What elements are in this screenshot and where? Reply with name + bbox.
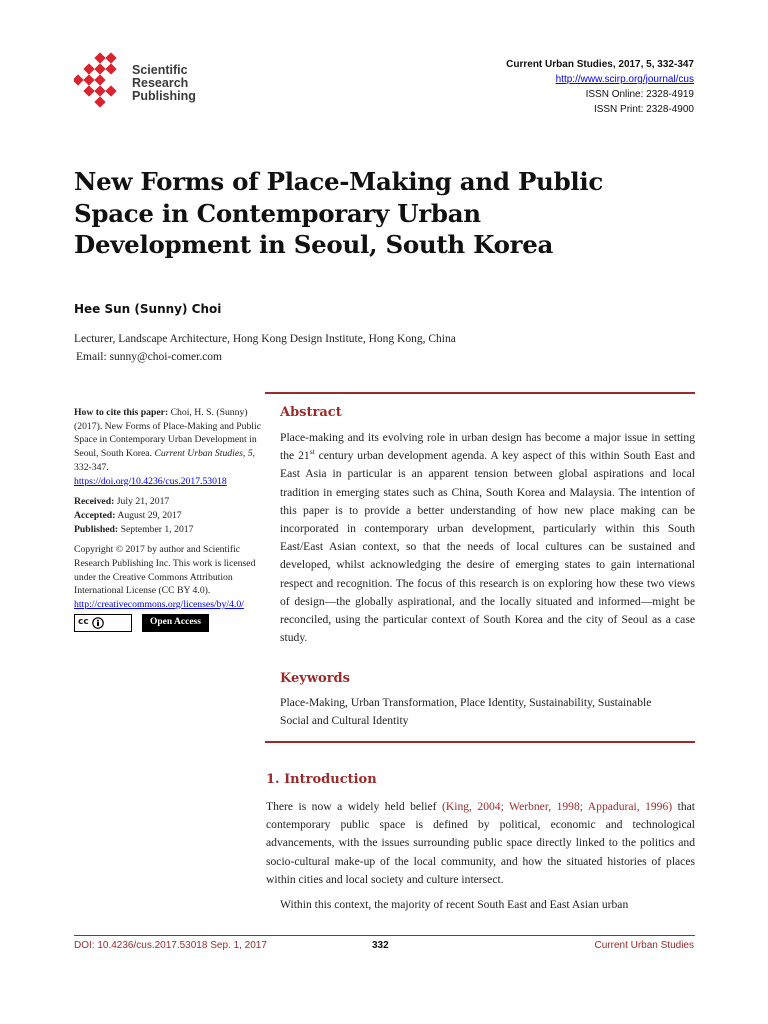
abstract-text-part1: Place-making and its evolving role in urban design has become a major issue in setting the 21	[280, 431, 695, 463]
intro-p1-rest: that contemporary public space is defined by political, economic and technological advancements, with the issues surrounding public space directly linked to the politics and socio-cultural make-up of the local community, and how the situated histories of places within cities and local society and culture intersect.	[266, 800, 695, 886]
cite-journal: Current Urban Studies, 5,	[154, 448, 256, 460]
cc-by-badge[interactable]	[74, 614, 132, 632]
cite-pages: 332-347.	[74, 461, 109, 473]
journal-info	[506, 57, 694, 117]
keywords-text: Place-Making, Urban Transformation, Place Identity, Sustainability, Sustainable Social and Cultural Identity	[280, 696, 652, 728]
abstract-bottom-rule	[265, 741, 695, 743]
license-badges	[74, 614, 264, 632]
article-title: New Forms of Place-Making and Public Space in Contemporary Urban Development in Seoul, South Korea	[74, 167, 604, 259]
attribution-icon	[92, 617, 104, 629]
footer-journal-name: Current Urban Studies	[594, 940, 694, 951]
cite-text: Choi, H. S. (Sunny) (2017). New Forms of Place-Making and Public Space in Contemporary Urban Development in Seoul, South Korea.	[74, 407, 261, 460]
abstract-text-part2: century urban development agenda. A key aspect of this within South East and East Asia in particular is an apparent tension between global aspirations and local tradition in emerging states such as China, South Korea and Malaysia. The intention of this paper is to provide a better understanding of how new place making can be incorporated in contemporary urban development, particularly within this South East/East Asian context, so that the needs of local cultures can be sustained and developed, whilst acknowledging the desire of emerging states to gain international respect and recognition. The focus of this research is on exploring how these two views of design—the globally aspirational, and the locally situated and informed—might be reconciled, using the particular context of South Korea and the city of Seoul as a case study.	[280, 449, 695, 645]
article-sidebar	[74, 406, 264, 639]
issn-online: ISSN Online: 2328-4919	[585, 89, 694, 100]
accepted-date: August 29, 2017	[117, 509, 182, 521]
abstract-heading: Abstract	[280, 405, 342, 420]
keywords-heading: Keywords	[280, 671, 350, 686]
license-block	[74, 543, 264, 632]
accepted-label: Accepted:	[74, 509, 116, 521]
journal-citation: Current Urban Studies, 2017, 5, 332-347	[506, 59, 694, 70]
license-link[interactable]: http://creativecommons.org/licenses/by/4.0/	[74, 599, 244, 611]
intro-paragraph-2: Within this context, the majority of recent South East and East Asian urban	[280, 898, 629, 911]
cc-icon: cc	[78, 616, 89, 627]
intro-p1-start: There is now a widely held belief	[266, 800, 437, 813]
received-label: Received:	[74, 496, 115, 508]
page-number: 332	[372, 940, 389, 951]
abstract-text	[280, 429, 695, 647]
published-date: September 1, 2017	[120, 523, 194, 535]
abstract-superscript: st	[309, 447, 315, 457]
publisher-name-line2: Research	[132, 76, 189, 90]
received-date: July 21, 2017	[116, 496, 170, 508]
cite-label: How to cite this paper:	[74, 407, 169, 418]
dates-block	[74, 495, 264, 536]
published-label: Published:	[74, 523, 119, 535]
author-email: Email: sunny@choi-comer.com	[76, 351, 223, 363]
abstract-top-rule	[265, 392, 695, 394]
introduction-heading: 1. Introduction	[266, 772, 377, 787]
author-affiliation: Lecturer, Landscape Architecture, Hong Kong Design Institute, Hong Kong, China	[74, 333, 456, 345]
intro-paragraph-1	[266, 798, 695, 889]
footer-doi-date: DOI: 10.4236/cus.2017.53018 Sep. 1, 2017	[74, 940, 267, 951]
journal-url-link[interactable]: http://www.scirp.org/journal/cus	[555, 74, 694, 85]
footer-rule	[74, 935, 695, 936]
publisher-name	[132, 64, 196, 103]
publisher-name-line3: Publishing	[132, 89, 196, 103]
intro-citations[interactable]: (King, 2004; Werbner, 1998; Appadurai, 1996)	[442, 800, 673, 813]
citation-block	[74, 406, 264, 488]
author-name: Hee Sun (Sunny) Choi	[74, 302, 222, 316]
copyright-text: Copyright © 2017 by author and Scientific Research Publishing Inc. This work is licensed under the Creative Commons Attribution International License (CC BY 4.0).	[74, 544, 256, 597]
doi-link[interactable]: https://doi.org/10.4236/cus.2017.53018	[74, 475, 227, 487]
publisher-name-line1: Scientific	[132, 63, 188, 77]
publisher-logo-icon	[74, 52, 134, 112]
open-access-badge: Open Access	[142, 614, 209, 632]
issn-print: ISSN Print: 2328-4900	[593, 104, 694, 115]
